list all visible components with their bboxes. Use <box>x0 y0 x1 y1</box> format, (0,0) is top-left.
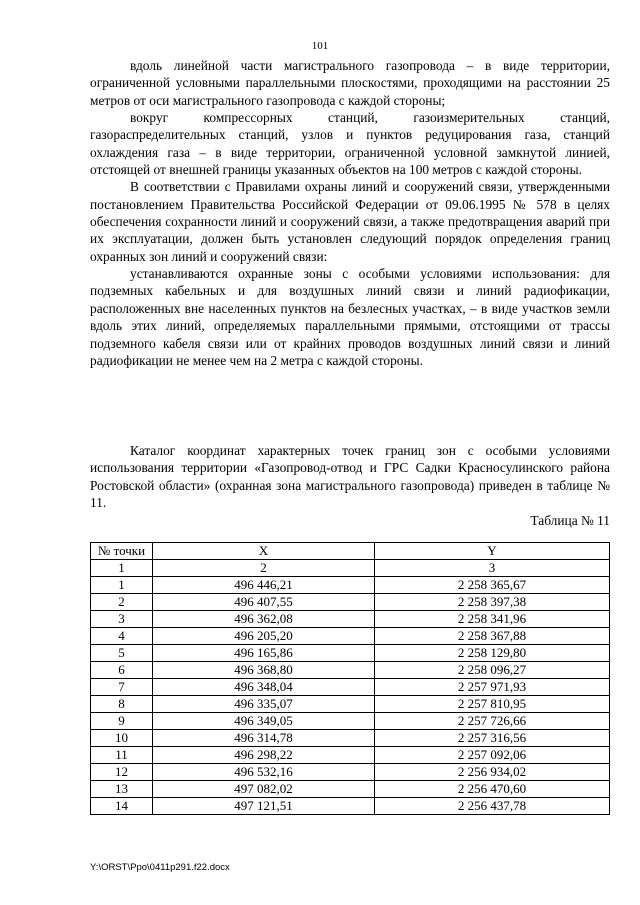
table-row <box>91 645 610 662</box>
y-coordinate-cell: 2 258 367,88 <box>375 628 610 645</box>
table-row <box>91 628 610 645</box>
x-coordinate-cell: 496 532,16 <box>153 764 375 781</box>
x-coordinate-cell: 496 362,08 <box>153 611 375 628</box>
y-coordinate-cell: 2 258 129,80 <box>375 645 610 662</box>
page-number: 101 <box>311 40 329 52</box>
y-coordinate-cell: 2 257 316,56 <box>375 730 610 747</box>
table-row <box>91 798 610 815</box>
column-number: 2 <box>153 560 375 577</box>
y-coordinate-cell: 2 256 437,78 <box>375 798 610 815</box>
table-row <box>91 730 610 747</box>
point-number-cell: 13 <box>91 781 153 798</box>
header-x: X <box>153 543 375 560</box>
point-number-cell: 9 <box>91 713 153 730</box>
x-coordinate-cell: 497 121,51 <box>153 798 375 815</box>
point-number-cell: 8 <box>91 696 153 713</box>
y-coordinate-cell: 2 258 397,38 <box>375 594 610 611</box>
table-row <box>91 679 610 696</box>
point-number-cell: 10 <box>91 730 153 747</box>
y-coordinate-cell: 2 257 092,06 <box>375 747 610 764</box>
file-path-footer: Y:\ORST\Ppo\0411p291.f22.docx <box>90 862 230 873</box>
table-header-row <box>91 543 610 560</box>
table-row <box>91 577 610 594</box>
caption-text: Каталог координат характерных точек границ зон с особыми условиями использования территории «Газопровод-отвод и ГРС Садки Красносулинского района Ростовской области» (охранная зона магистрального газопровода) приведен в таблице № 11. <box>90 443 610 511</box>
x-coordinate-cell: 496 446,21 <box>153 577 375 594</box>
coordinates-table <box>90 542 610 815</box>
x-coordinate-cell: 496 314,78 <box>153 730 375 747</box>
y-coordinate-cell: 2 256 470,60 <box>375 781 610 798</box>
table-row <box>91 594 610 611</box>
paragraph: В соответствии с Правилами охраны линий и сооружений связи, утвержденными постановлением Правительства Российской Федерации от 09.06.1995 № 578 в целях обеспечения сохранности линий и сооружений связи, а также предотвращения аварий при их эксплуатации, должен быть установлен следующий порядок определения границ охранных зон линий и сооружений связи: <box>90 179 610 264</box>
y-coordinate-cell: 2 257 971,93 <box>375 679 610 696</box>
column-number: 3 <box>375 560 610 577</box>
point-number-cell: 7 <box>91 679 153 696</box>
point-number-cell: 12 <box>91 764 153 781</box>
point-number-cell: 3 <box>91 611 153 628</box>
point-number-cell: 11 <box>91 747 153 764</box>
x-coordinate-cell: 496 165,86 <box>153 645 375 662</box>
x-coordinate-cell: 496 368,80 <box>153 662 375 679</box>
table-label: Таблица № 11 <box>530 513 610 528</box>
x-coordinate-cell: 496 349,05 <box>153 713 375 730</box>
paragraph: вдоль линейной части магистрального газопровода – в виде территории, ограниченной условными параллельными плоскостями, проходящими на расстоянии 25 метров от оси магистрального газопровода с каждой стороны; <box>90 58 610 108</box>
point-number-cell: 1 <box>91 577 153 594</box>
point-number-cell: 5 <box>91 645 153 662</box>
x-coordinate-cell: 496 348,04 <box>153 679 375 696</box>
y-coordinate-cell: 2 257 726,66 <box>375 713 610 730</box>
x-coordinate-cell: 496 335,07 <box>153 696 375 713</box>
table-row <box>91 662 610 679</box>
table-row <box>91 696 610 713</box>
y-coordinate-cell: 2 258 096,27 <box>375 662 610 679</box>
y-coordinate-cell: 2 258 341,96 <box>375 611 610 628</box>
x-coordinate-cell: 496 407,55 <box>153 594 375 611</box>
header-point-number: № точки <box>91 543 153 560</box>
x-coordinate-cell: 496 205,20 <box>153 628 375 645</box>
point-number-cell: 6 <box>91 662 153 679</box>
y-coordinate-cell: 2 258 365,67 <box>375 577 610 594</box>
header-y: Y <box>375 543 610 560</box>
x-coordinate-cell: 497 082,02 <box>153 781 375 798</box>
table-row <box>91 781 610 798</box>
table-row <box>91 764 610 781</box>
point-number-cell: 4 <box>91 628 153 645</box>
point-number-cell: 2 <box>91 594 153 611</box>
paragraph: вокруг компрессорных станций, газоизмерительных станций, газораспределительных станций, узлов и пунктов редуцирования газа, станций охлаждения газа – в виде территории, ограниченной условной замкнутой линией, отстоящей от внешней границы указанных объектов на 100 метров с каждой стороны. <box>90 110 610 178</box>
y-coordinate-cell: 2 256 934,02 <box>375 764 610 781</box>
x-coordinate-cell: 496 298,22 <box>153 747 375 764</box>
y-coordinate-cell: 2 257 810,95 <box>375 696 610 713</box>
table-row <box>91 611 610 628</box>
table-caption <box>90 442 610 511</box>
body-text <box>90 57 610 369</box>
point-number-cell: 14 <box>91 798 153 815</box>
table-row <box>91 713 610 730</box>
table-row <box>91 747 610 764</box>
column-number: 1 <box>91 560 153 577</box>
paragraph: устанавливаются охранные зоны с особыми условиями использования: для подземных кабельных и для воздушных линий связи и линий радиофикации, расположенных вне населенных пунктов на безлесных участках, – в виде участков земли вдоль этих линий, определяемых параллельными прямыми, отстоящими от трассы подземного кабеля связи или от крайних проводов воздушных линий связи и линий радиофикации не менее чем на 2 метра с каждой стороны. <box>90 266 610 368</box>
column-number-row <box>91 560 610 577</box>
